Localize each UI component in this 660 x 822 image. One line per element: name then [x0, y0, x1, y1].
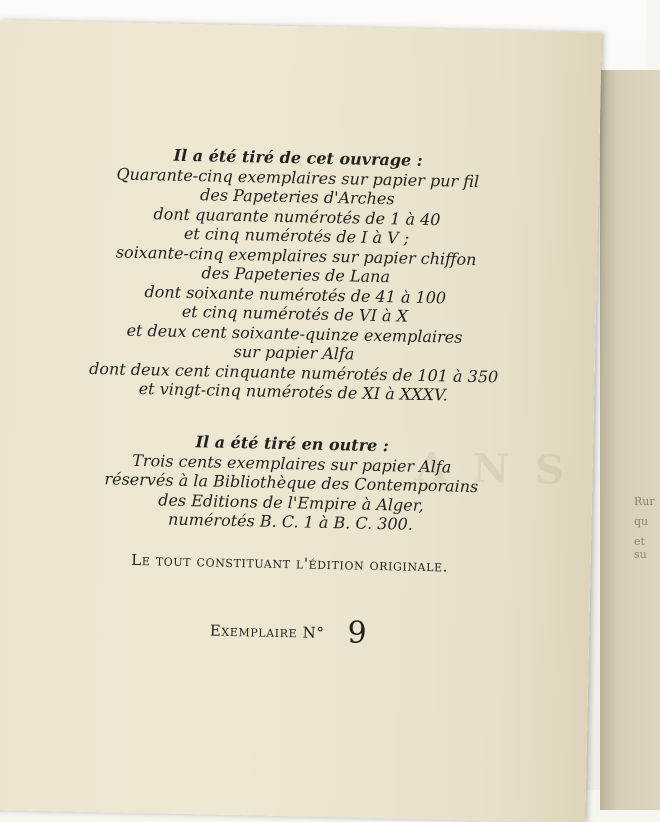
tirage-line: des Papeteries de Lana: [201, 263, 391, 287]
outre-line: des Editions de l'Empire à Alger,: [158, 489, 424, 515]
tirage-line: et cinq numérotés de VI à X: [181, 301, 409, 326]
outre-line: Trois cents exemplaires sur papier Alfa: [132, 450, 452, 477]
tirage-line: Quarante-cinq exemplaires sur papier pur fil: [116, 163, 480, 191]
outre-line: numérotés B. C. 1 à B. C. 300.: [167, 509, 414, 534]
facing-page-text: qu: [634, 515, 649, 528]
outre-line: réservés à la Bibliothèque des Contemporains: [104, 469, 479, 497]
tirage-line: et deux cent soixante-quinze exemplaires: [126, 320, 463, 347]
tirage-line: des Papeteries d'Arches: [199, 185, 395, 209]
facing-page-text: Rur: [634, 495, 655, 508]
tirage-line: dont quarante numérotés de 1 à 40: [153, 203, 441, 229]
tirage-statement: [0, 142, 599, 408]
exemplaire-handwritten-number: 9: [347, 615, 367, 651]
exemplaire-label: Exemplaire N°: [209, 621, 325, 642]
tirage-line: dont soixante numérotés de 41 à 100: [144, 281, 447, 307]
edition-originale-note: Le tout constituant l'édition originale.: [131, 550, 449, 576]
facing-page-text: et su: [634, 535, 647, 561]
exemplaire-number: [0, 608, 590, 656]
book-page: [0, 20, 602, 822]
outre-heading: Il a été tiré en outre :: [195, 432, 389, 456]
outre-statement: [0, 428, 593, 538]
tirage-line: sur papier Alfa: [233, 341, 355, 364]
tirage-heading: Il a été tiré de cet ouvrage :: [173, 145, 423, 170]
tirage-line: dont deux cent cinquante numérotés de 101 à 350: [88, 358, 499, 387]
bleed-through-text: A N S: [415, 443, 571, 495]
tirage-line: et vingt-cinq numérotés de XI à XXXV.: [138, 378, 449, 405]
facing-page: [600, 70, 660, 810]
tirage-line: soixante-cinq exemplaires sur papier chiffon: [115, 241, 477, 269]
tirage-line: et cinq numérotés de I à V ;: [183, 223, 410, 248]
